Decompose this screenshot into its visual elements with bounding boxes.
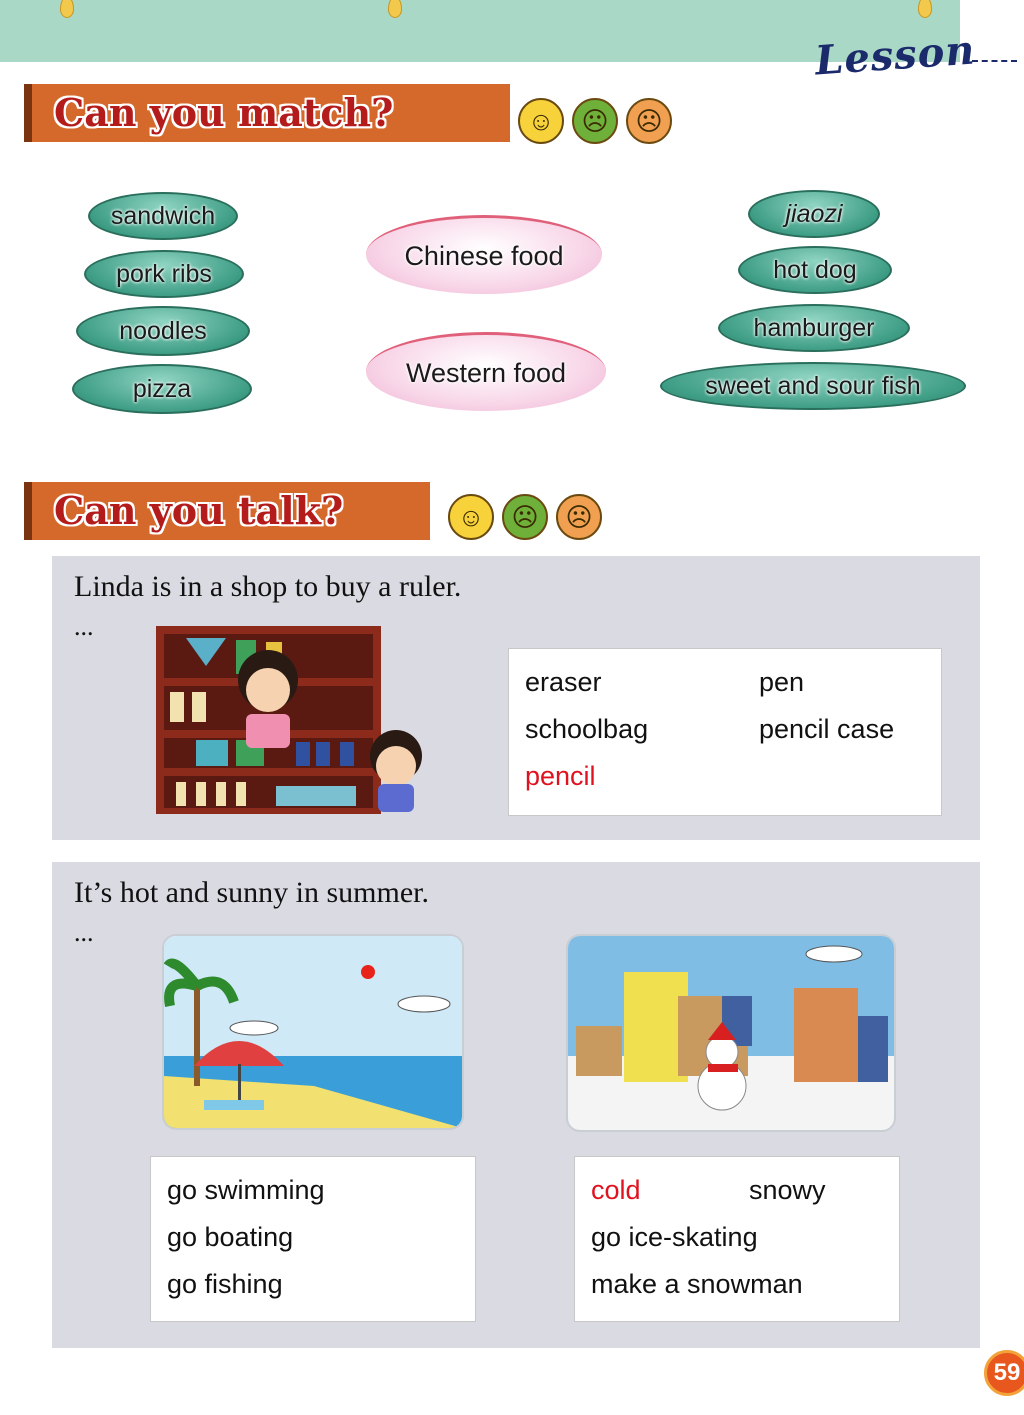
- match-item-right[interactable]: hamburger: [718, 304, 910, 352]
- panel-sentence: It’s hot and sunny in summer.: [74, 876, 429, 909]
- word-go-fishing: go fishing: [167, 1269, 283, 1299]
- match-title: Can you match?: [54, 90, 394, 135]
- match-item-right[interactable]: sweet and sour fish: [660, 362, 966, 410]
- happy-face-icon[interactable]: ☺: [518, 98, 564, 144]
- neutral-face-icon[interactable]: ☹: [572, 98, 618, 144]
- match-heading: [24, 84, 510, 142]
- talk-heading: [24, 482, 430, 540]
- sad-face-icon[interactable]: ☹: [556, 494, 602, 540]
- word-eraser: eraser: [525, 667, 602, 697]
- ellipsis: ...: [74, 612, 94, 641]
- drop-icon: [918, 0, 932, 18]
- word-go-swimming: go swimming: [167, 1175, 325, 1205]
- word-box-winter: [574, 1156, 900, 1322]
- match-item-right[interactable]: jiaozi: [748, 190, 880, 238]
- match-category[interactable]: Western food: [366, 332, 606, 411]
- word-box-summer: [150, 1156, 476, 1322]
- word-go-ice-skating: go ice-skating: [591, 1222, 758, 1252]
- page-number: 59: [984, 1350, 1024, 1396]
- shop-illustration: [156, 626, 446, 818]
- panel-sentence: Linda is in a shop to buy a ruler.: [74, 570, 462, 603]
- word-pencil-case: pencil case: [759, 714, 895, 744]
- sad-face-icon[interactable]: ☹: [626, 98, 672, 144]
- winter-snow-picture: [566, 934, 896, 1132]
- match-item-left[interactable]: pork ribs: [84, 250, 244, 298]
- match-item-left[interactable]: sandwich: [88, 192, 238, 240]
- match-item-left[interactable]: noodles: [76, 306, 250, 356]
- word-go-boating: go boating: [167, 1222, 294, 1252]
- lesson-label: Lesson: [813, 26, 977, 85]
- talk-title: Can you talk?: [54, 488, 344, 533]
- match-item-right[interactable]: hot dog: [738, 246, 892, 294]
- ellipsis: ...: [74, 918, 94, 947]
- word-make-a-snowman: make a snowman: [591, 1269, 803, 1299]
- word-snowy: snowy: [749, 1175, 826, 1205]
- match-category[interactable]: Chinese food: [366, 215, 602, 294]
- word-pen: pen: [759, 667, 805, 697]
- summer-beach-picture: [162, 934, 464, 1130]
- word-cold: cold: [591, 1175, 641, 1205]
- match-item-left[interactable]: pizza: [72, 364, 252, 414]
- neutral-face-icon[interactable]: ☹: [502, 494, 548, 540]
- lesson-number-blank: [972, 60, 1017, 62]
- happy-face-icon[interactable]: ☺: [448, 494, 494, 540]
- word-box-shop: [508, 648, 942, 816]
- word-pencil: pencil: [525, 761, 596, 791]
- word-schoolbag: schoolbag: [525, 714, 649, 744]
- drop-icon: [60, 0, 74, 18]
- drop-icon: [388, 0, 402, 18]
